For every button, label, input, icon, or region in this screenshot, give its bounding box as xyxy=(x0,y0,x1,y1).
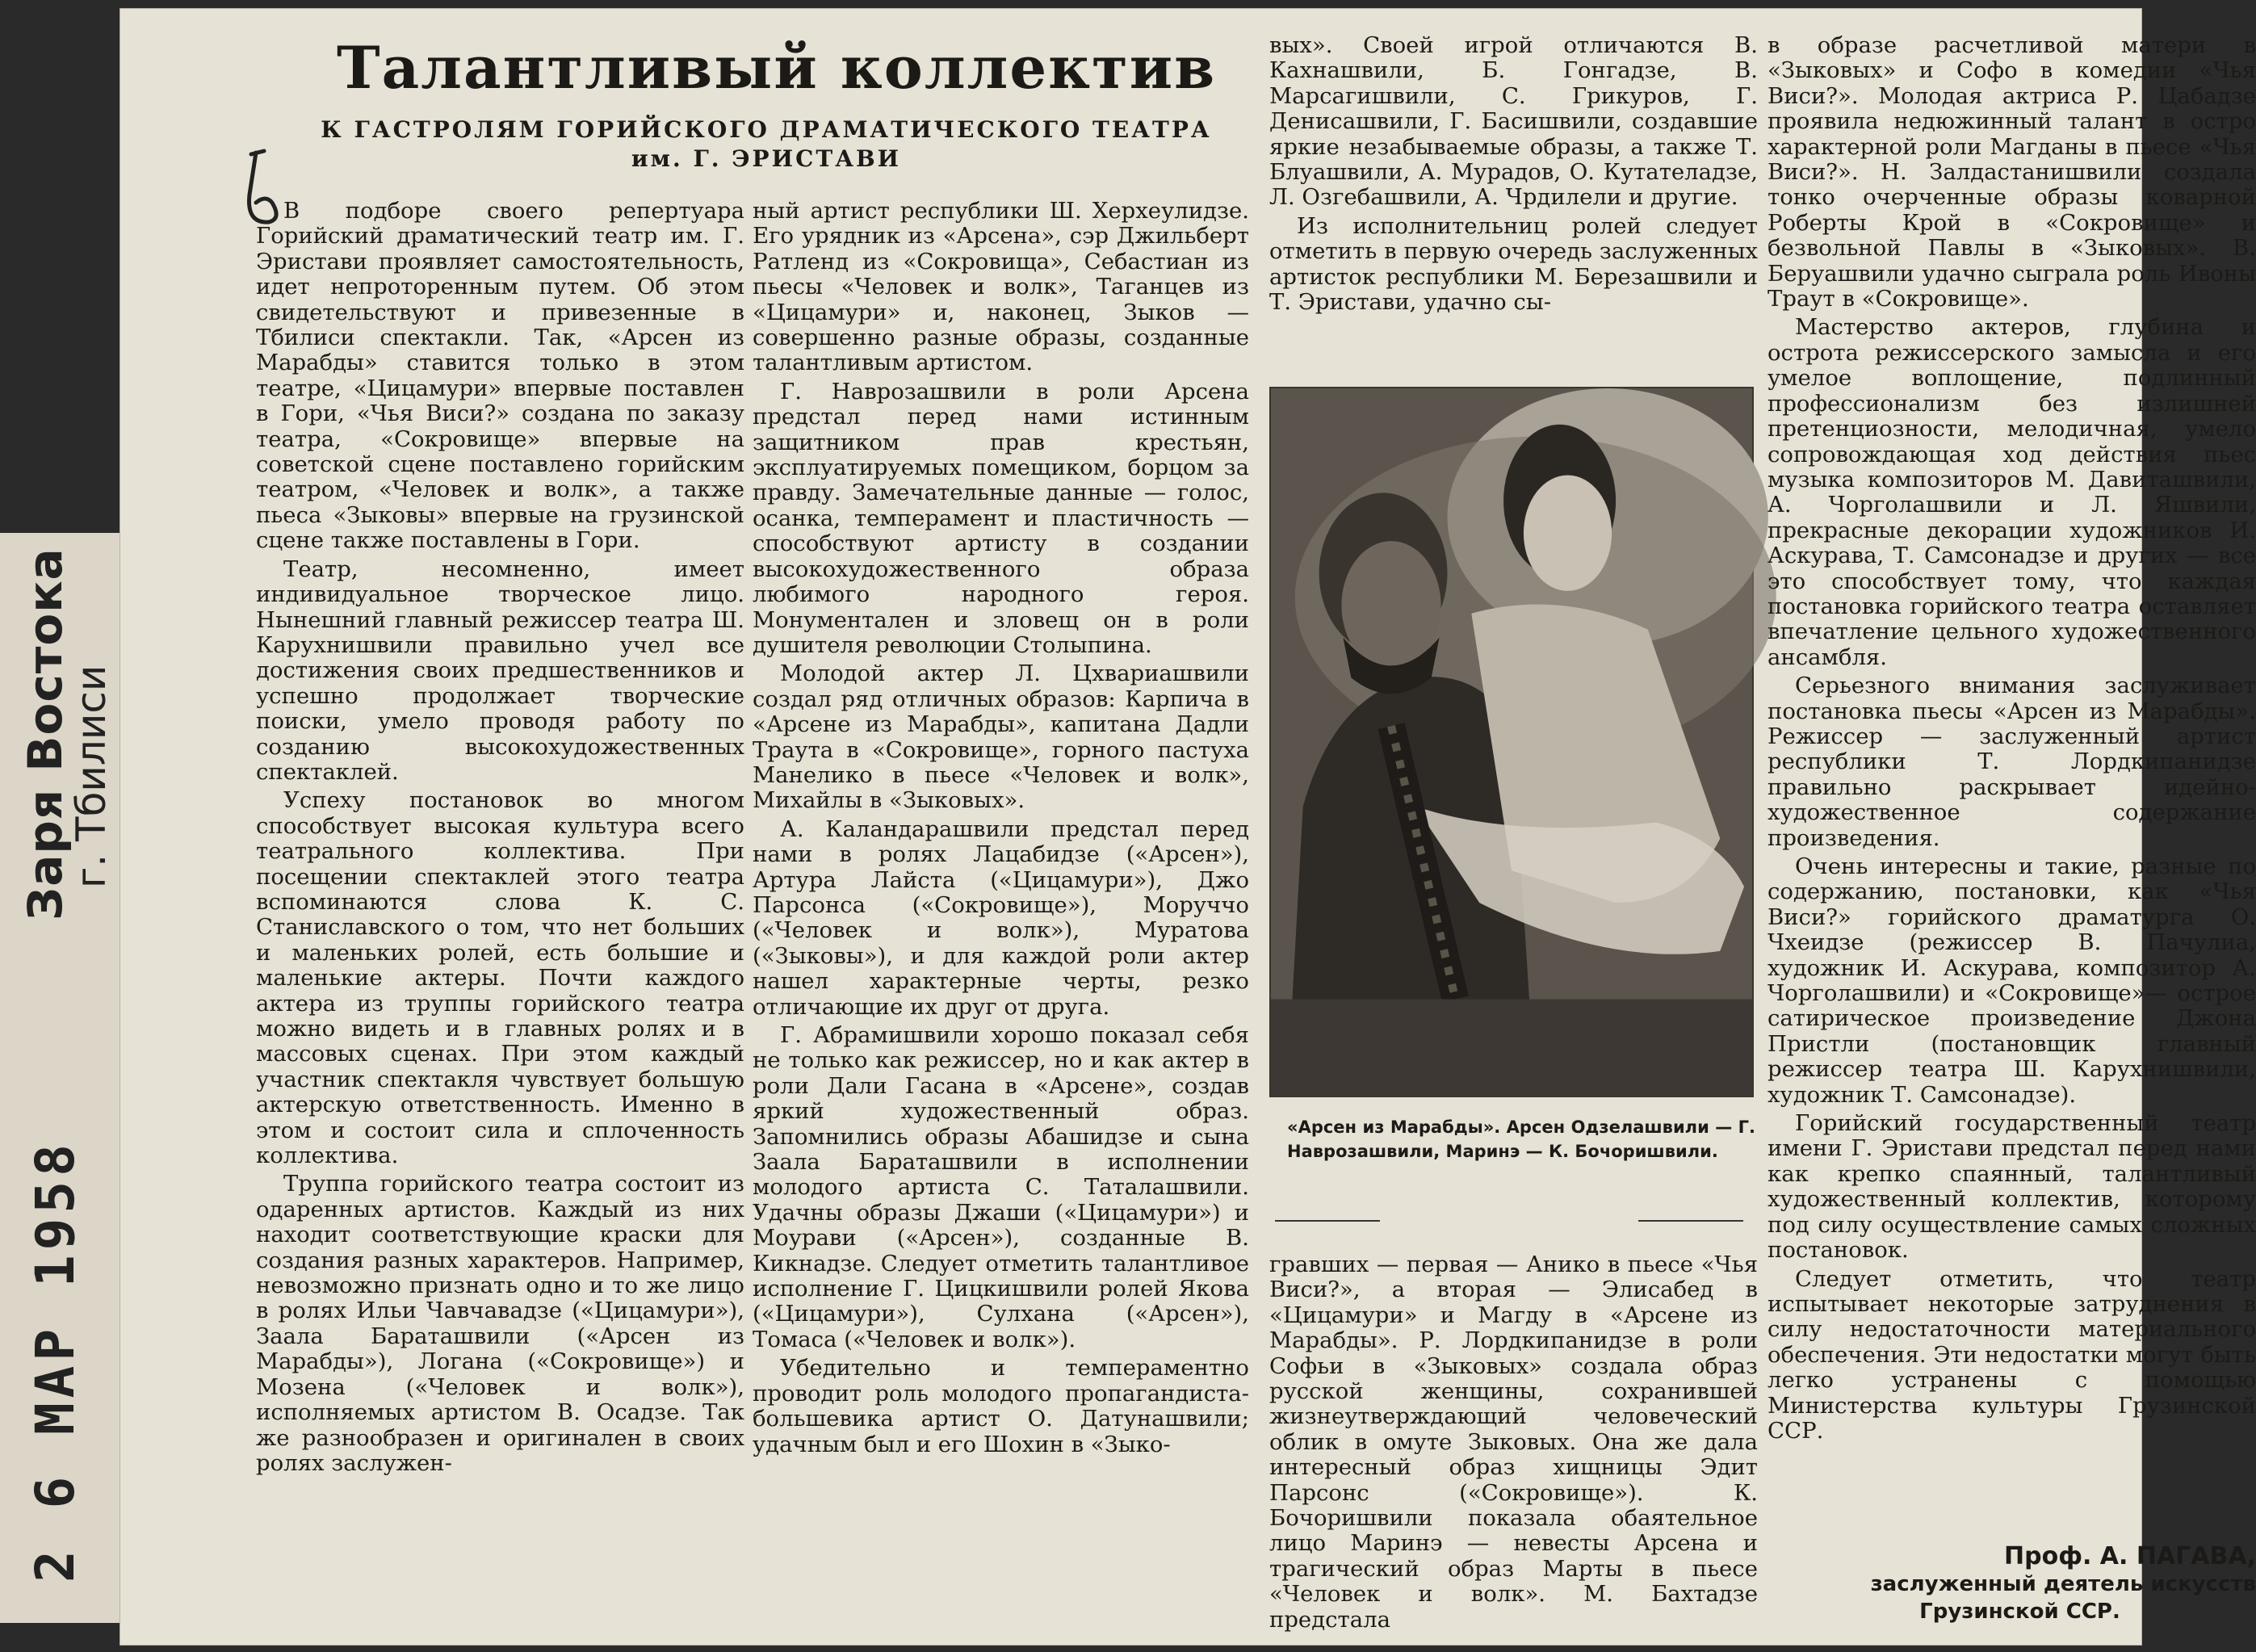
text-column-1 xyxy=(256,199,744,1652)
text-column-2 xyxy=(753,199,1249,1652)
paragraph: Очень интересны и такие, разные по содержанию, постановки, как «Чья Виси?» горийского драматурга О. Чхеидзе (режиссер В. Пачулиа, художник И. Аскурава, композитор А. Чорголашвили) и «Сокровище»— острое сатирическое произведение Джона Пристли (постановщик главный режиссер театра Ш. Карухнишвили, художник Т. Самсонадзе). xyxy=(1767,853,2256,1108)
paragraph-continued: гравших — первая — Анико в пьесе «Чья Виси?», а вторая — Элисабед в «Цицамури» и Магду в «Арсене из Марабды». Р. Лордкипанидзе в роли Софьи в «Зыковых» создала образ русской женщины, сохранившей жизнеутверждающий человеческий облик в омуте Зыковых. Она же дала интересный образ хищницы Эдит Парсонс («Сокровище»). К. Бочоришвили показала обаятельное лицо Маринэ — невесты Арсена и трагический образ Марты в пьесе «Человек и волк». М. Бахтадзе предстала xyxy=(1269,1252,1758,1633)
article-subheadline xyxy=(290,115,1243,174)
paragraph: Молодой актер Л. Цхвариашвили создал ряд отличных образов: Карпича в «Арсене из Марабды», капитана Дадли Траута в «Сокровище», горного пастуха Манелико в пьесе «Человек и волк», Михайлы в «Зыковых». xyxy=(753,660,1249,814)
paragraph: Мастерство актеров, глубина и острота режиссерского замысла и его умелое воплощение, подлинный профессионализм без излишней претенциозности, мелодичная, умело сопровождающая ход действия пьес музыка композиторов М. Давиташвили, А. Чорголашвили и Л. Яшвили, прекрасные декорации художников И. Аскурава, Т. Самсонадзе и других — все это способствует тому, что каждая постановка горийского театра оставляет впечатление цельного художественного ансамбля. xyxy=(1767,314,2256,670)
author-organization: Грузинской ССР. xyxy=(1919,1600,2120,1624)
paragraph: Успеху постановок во многом способствует высокая культура всего театрального коллектива. При посещении спектаклей этого театра вспоминаются слова К. С. Станиславского о том, что нет больших и маленьких ролей, есть большие и маленькие актеры. Почти каждого актера из труппы горийского театра можно видеть и в главных ролях и в массовых сценах. При этом каждый участник спектакля чувствует большую актерскую ответственность. Именно в этом и состоит сила и сплоченность коллектива. xyxy=(256,787,744,1169)
paragraph: Убедительно и темпераментно проводит роль молодого пропагандиста-большевика артист О. Датунашвили; удачным был и его Шохин в «Зыко- xyxy=(753,1355,1249,1457)
text-column-3-top xyxy=(1269,33,1758,372)
paragraph: Труппа горийского театра состоит из одаренных артистов. Каждый из них находит соответствующие краски для создания разных характеров. Например, невозможно признать одно и то же лицо в ролях Ильи Чавчавадзе («Цицамури»), Заала Бараташвили («Арсен из Марабды»), Логана («Сокровище») и Мозена («Человек и волк»), исполняемых артистом В. Осадзе. Так же разнообразен и оригинален в своих ролях заслужен- xyxy=(256,1171,744,1476)
paragraph-continued: ный артист республики Ш. Херхеулидзе. Его урядник из «Арсена», сэр Джильберт Ратленд из «Сокровища», Себастиан из пьесы «Человек и волк», Таганцев из «Цицамури» и, наконец, Зыков — совершенно разные образы, созданные талантливым артистом. xyxy=(753,198,1249,376)
paragraph: Следует отметить, что театр испытывает некоторые затруднения в силу недостаточности материального обеспечения. Эти недостатки могут быть легко устранены с помощью Министерства культуры Грузинской ССР. xyxy=(1767,1265,2256,1444)
paragraph: Театр, несомненно, имеет индивидуальное творческое лицо. Нынешний главный режиссер театра Ш. Карухнишвили правильно учел все достижения своих предшественников и успешно продолжает творческие поиски, умело проводя работу по созданию высокохудожественных спектаклей. xyxy=(256,556,744,785)
paragraph: Г. Наврозашвили в роли Арсена предстал перед нами истинным защитником прав крестьян, эксплуатируемых помещиком, борцом за правду. Замечательные данные — голос, осанка, темперамент и пластичность —способствуют артисту в создании высокохудожественного образа любимого народного героя. Монументален и зловещ он в роли душителя революции Столыпина. xyxy=(753,378,1249,658)
author-title: заслуженный деятель искусств xyxy=(1870,1572,2256,1596)
paragraph-continued: в образе расчетливой матери в «Зыковых» и Софо в комедии «Чья Виси?». Молодая актриса Р. Цабадзе проявила недюжинный талант в остро характерной роли Магданы в пьесе «Чья Виси?». Н. Залдастанишвили создала тонко очерченные образы коварной Роберты Крой в «Сокровище» и безвольной Павлы в «Зыковых». В. Беруашвили удачно сыграла роль Ивоны Траут в «Сокровище». xyxy=(1767,32,2256,312)
theatre-photo xyxy=(1269,387,1754,1097)
paragraph-continued: вых». Своей игрой отличаются В. Кахнашвили, Б. Гонгадзе, В. Марсагишвили, С. Грикуров, Г. Денисашвили, Г. Басишвили, создавшие яркие незабываемые образы, а также Т. Блуашвили, А. Мурадов, О. Кутателадзе, Л. Озгебашвили, А. Чрдилели и другие. xyxy=(1269,32,1758,211)
subheadline-line-1: К ГАСТРОЛЯМ ГОРИЙСКОГО ДРАМАТИЧЕСКОГО ТЕАТРА xyxy=(321,116,1212,143)
paragraph: Из исполнительниц ролей следует отметить в первую очередь заслуженных артисток республики М. Березашвили и Т. Эристави, удачно сы- xyxy=(1269,212,1758,316)
divider-rule xyxy=(1275,1220,1380,1222)
newspaper-clipping xyxy=(120,8,2256,1646)
paragraph: А. Каландарашвили предстал перед нами в ролях Лацабидзе («Арсен»), Артура Лайста («Цицамури»), Джо Парсонса («Сокровище»), Моруччо («Человек и волк»), Муратова («Зыковы»), и для каждой роли актер нашел характерные черты, резко отличающие их друг от друга. xyxy=(753,816,1249,1020)
newspaper-name-stamp: Заря Востока xyxy=(18,547,73,920)
article-headline: Талантливый коллектив xyxy=(337,33,1217,102)
photo-illustration xyxy=(1271,388,1752,1096)
date-stamp: 2 6 МАР 1958 xyxy=(24,1139,86,1583)
subheadline-line-2: им. Г. ЭРИСТАВИ xyxy=(631,145,902,172)
author-signature xyxy=(1784,1543,2256,1625)
divider-rule xyxy=(1638,1220,1743,1222)
paragraph: Горийский государственный театр имени Г. Эристави предстал перед нами как крепко спаянный, талантливый художественный коллектив, которому под силу осуществление самых сложных постановок. xyxy=(1767,1110,2256,1264)
author-name: Проф. А. ПАГАВА, xyxy=(2004,1542,2256,1570)
text-column-4 xyxy=(1767,33,2256,1519)
photo-caption: «Арсен из Марабды». Арсен Одзелашвили — Г. Наврозашвили, Маринэ — К. Бочоришвили. xyxy=(1287,1117,1755,1161)
text-column-3-bottom xyxy=(1269,1252,1758,1640)
newspaper-city-stamp: г. Тбилиси xyxy=(68,665,115,888)
paragraph: Г. Абрамишвили хорошо показал себя не только как режиссер, но и как актер в роли Дали Гасана в «Арсене», создав яркий художественный образ. Запомнились образы Абашидзе и сына Заала Бараташвили в исполнении молодого артиста С. Таталашвили. Удачны образы Джаши («Цицамури») и Моурави («Арсен»), созданные В. Кикнадзе. Следует отметить талантливое исполнение Г. Цицкишвили ролей Якова («Цицамури»), Сулхана («Арсен»), Томаса («Человек и волк»). xyxy=(753,1022,1249,1352)
paragraph: Серьезного внимания заслуживает постановка пьесы «Арсен из Марабды». Режиссер — заслуженный артист республики Т. Лордкипанидзе правильно раскрывает идейно-художественное содержание произведения. xyxy=(1767,673,2256,851)
paragraph: В подборе своего репертуара Горийский драматический театр им. Г. Эристави проявляет самостоятельность, идет непроторенным путем. Об этом свидетельствуют и привезенные в Тбилиси спектакли. Так, «Арсен из Марабды» ставится только в этом театре, «Цицамури» впервые поставлен в Гори, «Чья Виси?» создана по заказу театра, «Сокровище» впервые на советской сцене поставлено горийским театром, «Человек и волк», а также пьеса «Зыковы» впервые на грузинской сцене также поставлены в Гори. xyxy=(256,198,744,554)
